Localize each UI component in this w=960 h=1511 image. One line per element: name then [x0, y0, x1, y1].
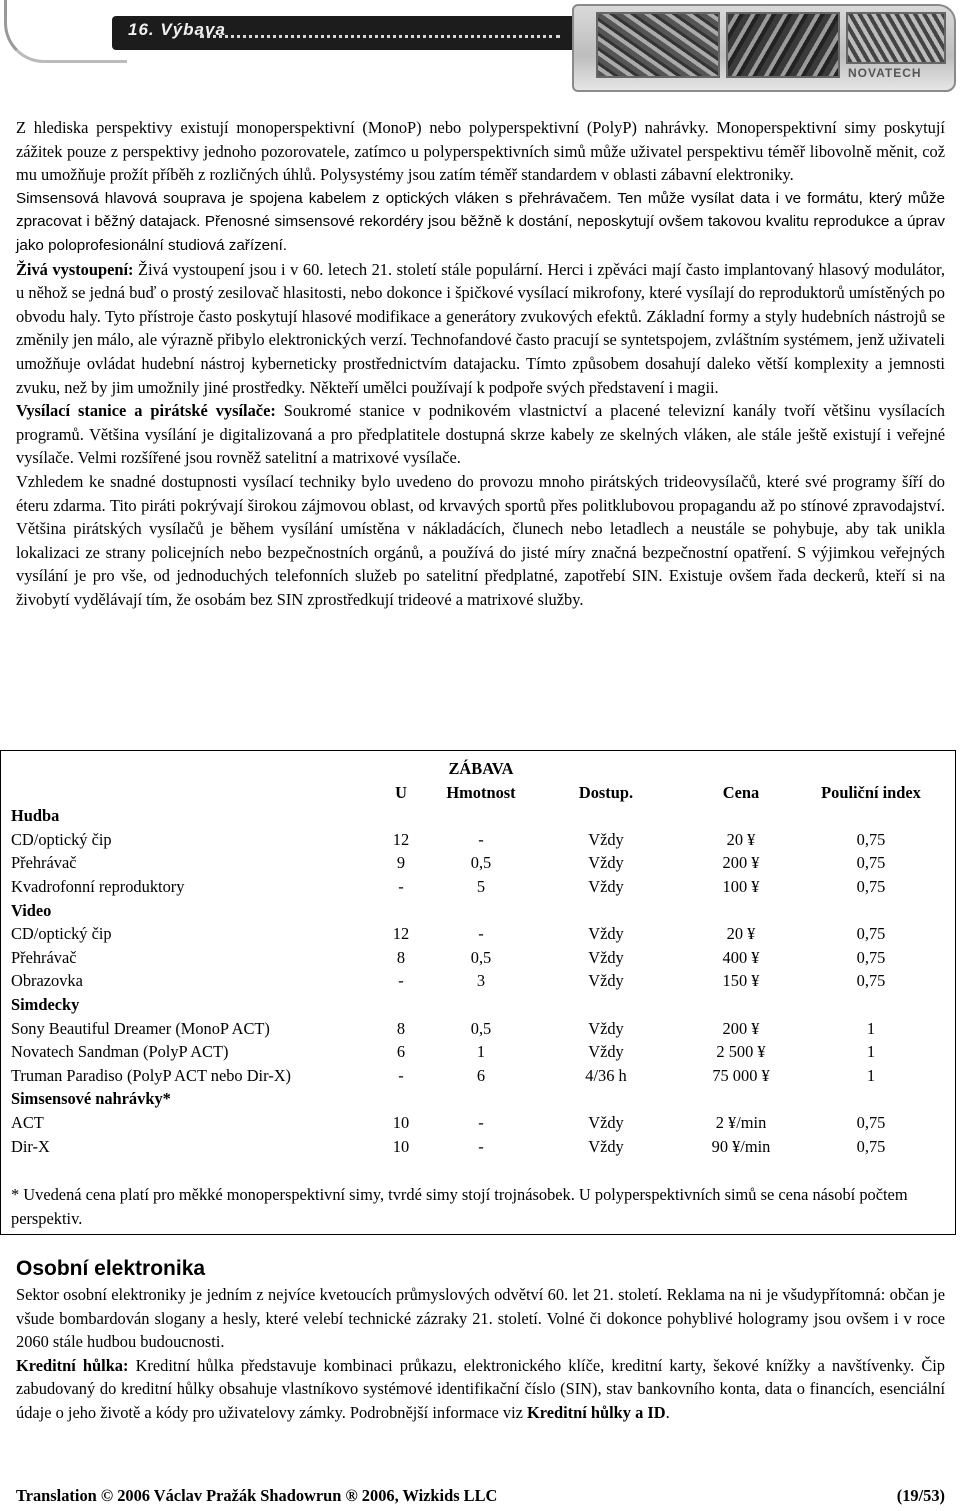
table-cell: 0,5	[470, 853, 492, 873]
personal-section	[16, 1283, 945, 1425]
table-cell: 90 ¥/min	[711, 1136, 771, 1156]
paragraph-text: Vzhledem ke snadné dostupnosti vysílací techniky bylo uvedeno do provozu mnoho pirátských trideovysílačů, které své programy šíří do éteru zdarma. Tito piráti pokrývají širokou zájmovou oblast, od krvavých sportů přes politklubovou propagandu až po stínové zpravodajství. Většina pirátských vysílačů je během vysílání umístěna v nákladácích, člunech nebo letadlech a neustále se pohybuje, aby tak unikla lokalizaci ze strany policejních nebo bezpečnostních orgánů, a používá do jisté míry značná bezpečnostní opatření. S výjimkou veřejných vysílání je pro vše, od jednoduchých telefonních služeb po satelitní předplatné, zapotřebí SIN. Existuje ovšem řada deckerů, kteří si na živobytí vydělávají tím, že osobám bez SIN zprostředkují trideové a matrixové služby.	[16, 471, 945, 609]
paragraph-end: .	[665, 1402, 670, 1422]
table-cell: 0,75	[856, 829, 886, 849]
col-header-u: U	[395, 782, 407, 802]
table-cell: 3	[476, 971, 486, 991]
table-cell: ACT	[11, 1112, 44, 1132]
table-cell: 1	[476, 1042, 486, 1062]
table-cell: 12	[392, 924, 410, 944]
col-header-weight-label: Hmotnost	[446, 782, 516, 802]
category-label: Hudba	[11, 806, 60, 826]
table-cell: -	[398, 1065, 404, 1085]
paragraph-text: Kreditní hůlka představuje kombinaci průkazu, elektronického klíče, kreditní karty, šekové knížky a navštívenky. Čip zabudovaný do kreditní hůlky obsahuje vlastníkovo systémové identifikační číslo (SIN), stav bankovního konta, data o financích, esenciální údaje o jeho životě a kódy pro uživatelovy zámky. Podrobnější informace viz	[16, 1355, 945, 1422]
table-cell: 12	[392, 829, 410, 849]
table-cell: 2 500 ¥	[716, 1042, 766, 1062]
table-cell: 20 ¥	[726, 829, 756, 849]
table-cell: -	[478, 1136, 484, 1156]
table-cell: -	[478, 1112, 484, 1132]
table-row	[11, 969, 941, 993]
table-cell: Vždy	[588, 971, 624, 991]
table-row	[11, 875, 941, 899]
col-header-weight	[431, 757, 531, 804]
table-cell: 0,75	[856, 1112, 886, 1132]
table-cell: 8	[396, 1018, 406, 1038]
paragraph-live	[16, 258, 945, 400]
table-cell: Vždy	[588, 829, 624, 849]
table-cell: -	[478, 829, 484, 849]
paragraph-text: Simsensová hlavová souprava je spojena kabelem z optických vláken s přehrávačem. Ten může vysílat data i ve formátu, který může zpracovat i běžný datajack. Přenosné simsensové rekordéry jsou běžně k dostání, neposkytují ovšem takovou kvalitu reprodukce a úprav jako poloprofesionální studiová zařízení.	[16, 189, 945, 254]
table-cell: -	[478, 924, 484, 944]
table-cell: 1	[866, 1018, 876, 1038]
table-header-row	[11, 757, 941, 804]
table-row	[11, 1064, 941, 1088]
chapter-title: 16. Výbava	[128, 20, 226, 39]
table-cell: 75 000 ¥	[712, 1065, 770, 1085]
table-cell: -	[398, 876, 404, 896]
table-cell: 20 ¥	[726, 924, 756, 944]
table-cell: 150 ¥	[722, 971, 760, 991]
table-cell: 6	[396, 1042, 406, 1062]
paragraph-text: Soukromé stanice v podnikovém vlastnictví a placené televizní kanály tvoří většinu vysílacích programů. Většina vysílání je digitalizovaná a pro předplatitele dostupná skrze kabely ze skelných vláken, ale stále ještě existují i veřejné vysílače. Velmi rozšířené jsou rovněž satelitní a matrixové vysílače.	[16, 401, 945, 468]
category-label: Simsensové nahrávky*	[11, 1089, 171, 1109]
table-cell: 0,75	[856, 971, 886, 991]
paragraph-text: Živá vystoupení jsou i v 60. letech 21. století stále populární. Herci i zpěváci mají často implantovaný hlasový modulátor, u něhož se jedná buď o prostý zesilovač hlasitosti, nebo dokonce i špičkové vysílací mikrofony, které vysílají do reproduktorů umístěných po obvodu haly. Tyto přístroje často poskytují hlasové modifikace a generátory zvukových efektů. Základní formy a styly hudebních nástrojů se změnily jen málo, ale výrazně přibylo elektronických verzí. Technofandové často pracují se syntetspojem, zvláštním systémem, jenž uživateli umožňuje ovládat hudební nástroj kyberneticky prostřednictvím datajacku. Tímto způsobem dosahují daleko větší komplexity a jemnosti zvuku, než by jim umožnily jiné prostředky. Někteří umělci používají k podpoře svých představení i magii.	[16, 259, 945, 397]
table-body	[11, 804, 941, 1158]
paragraph-personal	[16, 1283, 945, 1354]
paragraph-text: Z hlediska perspektivy existují monoperspektivní (MonoP) nebo polyperspektivní (PolyP) nahrávky. Monoperspektivní simy poskytují zážitek pouze z perspektivy jednoho pozorovatele, zatímco u polyperspektivních simů může uživatel perspektivu téměř libovolně měnit, což mu umožňuje prožít příběh z rozličných úhlů. Polysystémy jsou zatím téměř standardem v oblasti zábavní elektroniky.	[16, 118, 945, 185]
table-cell: Truman Paradiso (PolyP ACT nebo Dir-X)	[11, 1065, 291, 1085]
table-cell: 10	[392, 1112, 410, 1132]
table-cell: Sony Beautiful Dreamer (MonoP ACT)	[11, 1018, 270, 1038]
table-category-row	[11, 993, 941, 1017]
col-header-price: Cena	[722, 782, 760, 802]
table-row	[11, 922, 941, 946]
table-cell: 9	[396, 853, 406, 873]
table-cell: CD/optický čip	[11, 924, 112, 944]
table-cell: 100 ¥	[722, 876, 760, 896]
table-cell: Dir-X	[11, 1136, 50, 1156]
entertainment-table	[11, 757, 941, 1158]
page-footer	[16, 1486, 945, 1506]
table-cell: 4/36 h	[585, 1065, 627, 1085]
term-label: Kreditní hůlka:	[16, 1355, 129, 1375]
table-cell: Vždy	[588, 1112, 624, 1132]
table-cell: 0,75	[856, 876, 886, 896]
cross-reference: Kreditní hůlky a ID	[527, 1402, 666, 1422]
col-header-item	[11, 757, 371, 804]
table-cell: 1	[866, 1042, 876, 1062]
table-cell: 2 ¥/min	[715, 1112, 767, 1132]
novatech-logo: NOVATECH	[848, 66, 922, 80]
page-number: (19/53)	[896, 1486, 945, 1505]
table-cell: Vždy	[588, 924, 624, 944]
paragraph-broadcast	[16, 399, 945, 470]
table-cell: 10	[392, 1136, 410, 1156]
table-cell: CD/optický čip	[11, 829, 112, 849]
table-cell: Přehrávač	[11, 947, 77, 967]
banner-decoration	[4, 0, 127, 63]
table-cell: Vždy	[588, 1018, 624, 1038]
table-cell: -	[398, 971, 404, 991]
col-header-availability: Dostup.	[578, 782, 634, 802]
table-cell: 0,75	[856, 853, 886, 873]
table-row	[11, 851, 941, 875]
table-cell: Vždy	[588, 853, 624, 873]
table-cell: Přehrávač	[11, 853, 77, 873]
table-cell: 400 ¥	[722, 947, 760, 967]
banner-screen-image	[726, 12, 840, 78]
entertainment-table-box	[0, 750, 956, 1235]
footer-copyright: Translation © 2006 Václav Pražák Shadowrun ® 2006, Wizkids LLC	[16, 1486, 498, 1505]
table-cell: 8	[396, 947, 406, 967]
table-category-row	[11, 899, 941, 923]
table-cell: Vždy	[588, 876, 624, 896]
table-cell: Vždy	[588, 1136, 624, 1156]
paragraph-text: Sektor osobní elektroniky je jedním z nejvíce kvetoucích průmyslových odvětví 60. let 21. století. Reklama na ni je všudypřítomná: občan je všude bombardován slogany a hesly, které velebí technické zázraky 21. století. Volné či dokonce pohyblivé hologramy jsou ovšem i v roce 2060 stále hudbou budoucnosti.	[16, 1285, 945, 1352]
table-row	[11, 1017, 941, 1041]
category-label: Simdecky	[11, 994, 80, 1014]
table-cell: 0,75	[856, 947, 886, 967]
table-cell: Obrazovka	[11, 971, 83, 991]
paragraph-perspective	[16, 116, 945, 187]
table-cell: 0,75	[856, 1136, 886, 1156]
chapter-banner	[0, 0, 960, 92]
table-cell: 200 ¥	[722, 1018, 760, 1038]
table-title: ZÁBAVA	[448, 759, 514, 778]
table-cell: Vždy	[588, 947, 624, 967]
table-row	[11, 946, 941, 970]
table-cell: 1	[866, 1065, 876, 1085]
table-row	[11, 1111, 941, 1135]
table-row	[11, 1135, 941, 1159]
category-label: Video	[11, 900, 52, 920]
table-cell: 0,5	[470, 1018, 492, 1038]
table-row	[11, 828, 941, 852]
table-cell: 5	[476, 876, 486, 896]
term-label: Vysílací stanice a pirátské vysílače:	[16, 401, 276, 421]
table-category-row	[11, 1087, 941, 1111]
paragraph-headset	[16, 187, 945, 258]
intro-section	[16, 116, 945, 611]
banner-screen-image	[596, 12, 720, 78]
paragraph-credstick	[16, 1354, 945, 1425]
section-heading: Osobní elektronika	[16, 1257, 206, 1280]
table-footnote: * Uvedená cena platí pro měkké monoperspektivní simy, tvrdé simy stojí trojnásobek. U polyperspektivních simů se cena násobí počtem perspektiv.	[11, 1185, 908, 1228]
table-cell: 200 ¥	[722, 853, 760, 873]
table-cell: 0,5	[470, 947, 492, 967]
paragraph-pirates	[16, 470, 945, 612]
table-cell: Vždy	[588, 1042, 624, 1062]
table-cell: 0,75	[856, 924, 886, 944]
table-cell: Novatech Sandman (PolyP ACT)	[11, 1042, 229, 1062]
table-cell: Kvadrofonní reproduktory	[11, 876, 185, 896]
banner-dotted-line	[200, 27, 560, 38]
term-label: Živá vystoupení:	[16, 259, 134, 279]
col-header-street-index: Pouliční index	[821, 782, 921, 802]
table-category-row	[11, 804, 941, 828]
table-cell: 6	[476, 1065, 486, 1085]
table-row	[11, 1040, 941, 1064]
banner-screen-image	[846, 12, 946, 64]
